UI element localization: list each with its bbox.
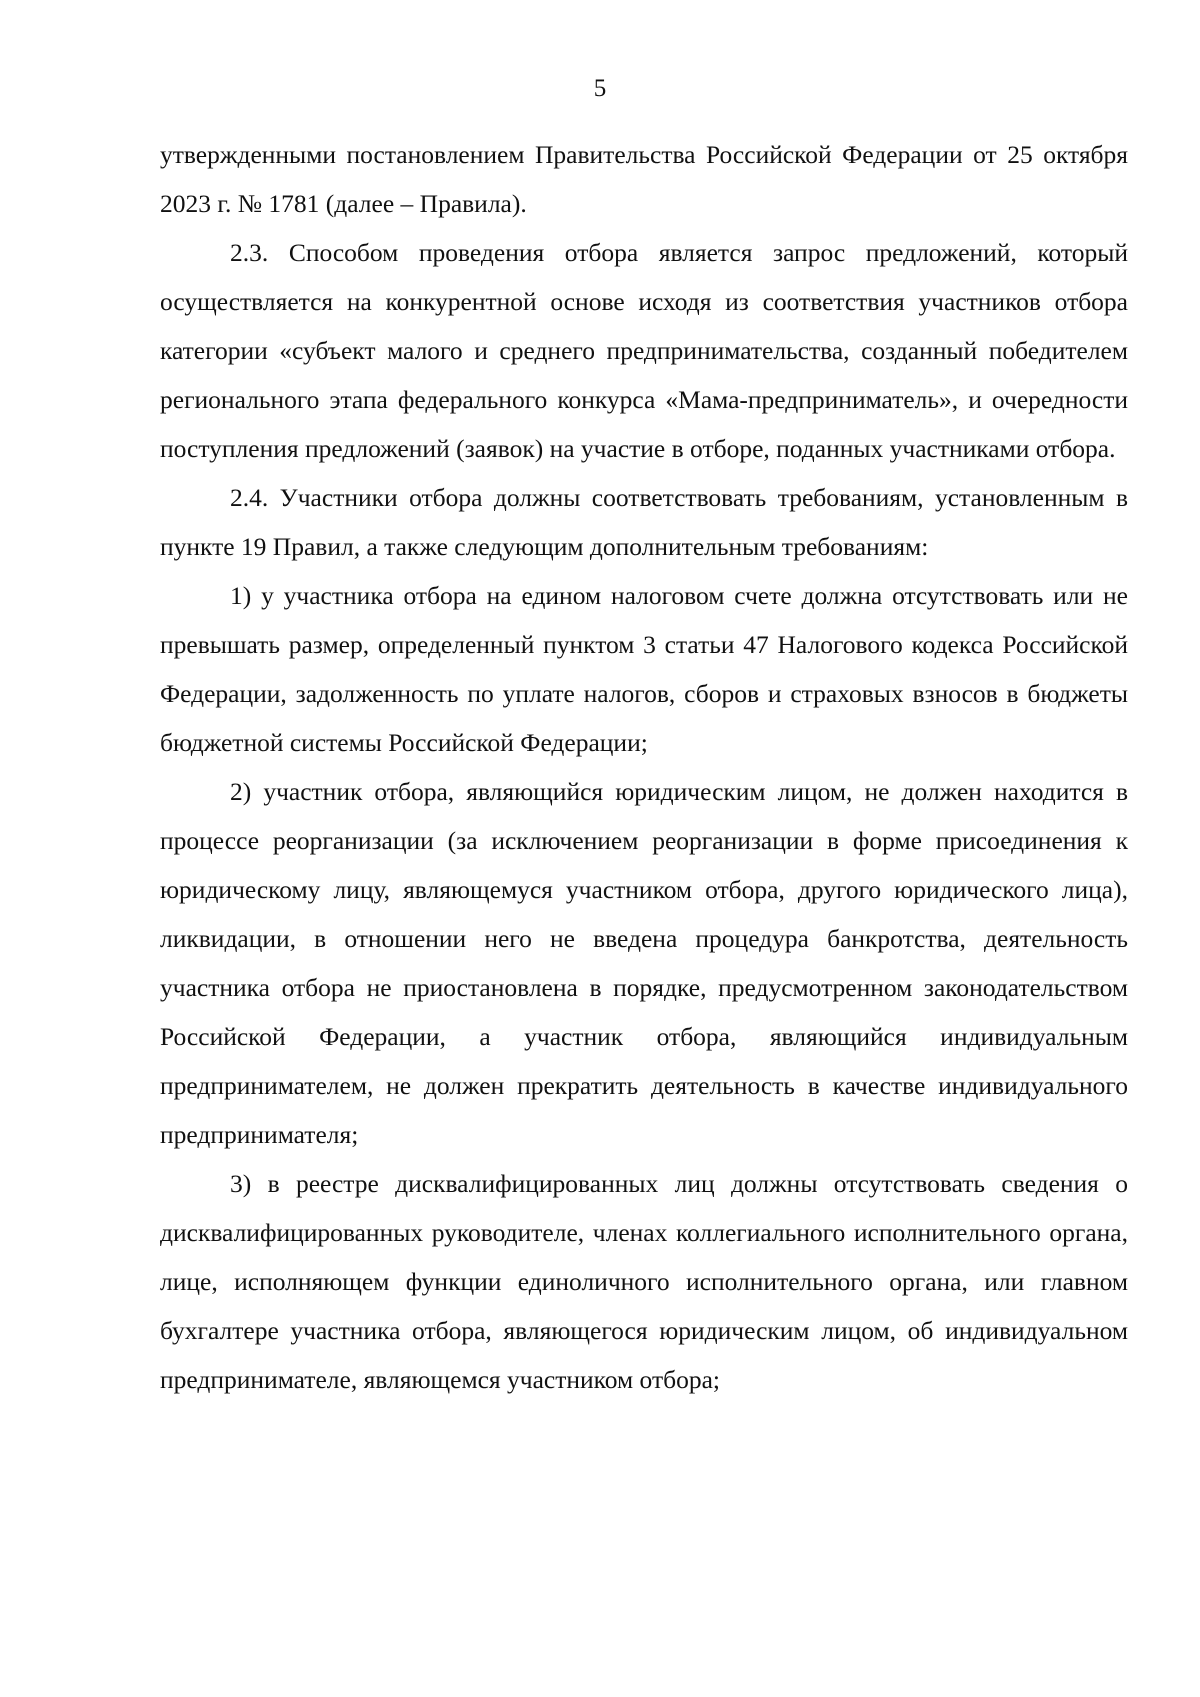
list-item-3: 3) в реестре дисквалифицированных лиц должны отсутствовать сведения о дисквалифицированных руководителе, членах коллегиального исполнительного органа, лице, исполняющем функции единоличного исполнительного органа, или главном бухгалтере участника отбора, являющегося юридическим лицом, об индивидуальном предпринимателе, являющемся участником отбора; — [160, 1169, 1128, 1394]
paragraph-continuation: утвержденными постановлением Правительства Российской Федерации от 25 октября 2023 г. № 1781 (далее – Правила). — [160, 140, 1128, 218]
list-item-1: 1) у участника отбора на едином налоговом счете должна отсутствовать или не превышать размер, определенный пунктом 3 статьи 47 Налогового кодекса Российской Федерации, задолженность по уплате налогов, сборов и страховых взносов в бюджеты бюджетной системы Российской Федерации; — [160, 581, 1128, 757]
paragraph-2-4: 2.4. Участники отбора должны соответствовать требованиям, установленным в пункте 19 Правил, а также следующим дополнительным требованиям: — [160, 483, 1128, 561]
document-body — [160, 130, 1128, 1404]
paragraph-2-3: 2.3. Способом проведения отбора является запрос предложений, который осуществляется на конкурентной основе исходя из соответствия участников отбора категории «субъект малого и среднего предпринимательства, созданный победителем регионального этапа федерального конкурса «Мама-предприниматель», и очередности поступления предложений (заявок) на участие в отборе, поданных участниками отбора. — [160, 238, 1128, 463]
list-item-2: 2) участник отбора, являющийся юридическим лицом, не должен находится в процессе реорганизации (за исключением реорганизации в форме присоединения к юридическому лицу, являющемуся участником отбора, другого юридического лица), ликвидации, в отношении него не введена процедура банкротства, деятельность участника отбора не приостановлена в порядке, предусмотренном законодательством Российской Федерации, а участник отбора, являющийся индивидуальным предпринимателем, не должен прекратить деятельность в качестве индивидуального предпринимателя; — [160, 777, 1128, 1149]
page-number: 5 — [593, 75, 607, 102]
